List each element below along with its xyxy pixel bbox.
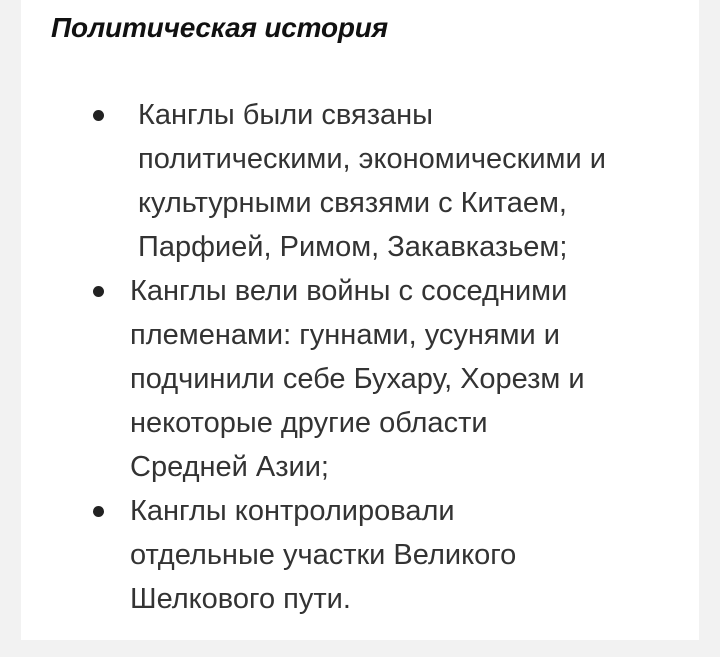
section-heading: Политическая история — [51, 12, 388, 43]
list-item-text: Канглы контролировали отдельные участки Великого Шелкового пути. — [130, 495, 517, 615]
content-card — [21, 0, 699, 640]
bullet-dot-icon — [93, 286, 104, 297]
bullet-dot-icon — [93, 506, 104, 517]
list-item — [21, 269, 699, 489]
list-item-text: Канглы были связаны политическими, экономическими и культурными связями с Китаем, Парфией, Римом, Закавказьем; — [138, 99, 606, 263]
list-item-text: Канглы вели войны с соседними племенами: гуннами, усунями и подчинили себе Бухару, Хорезм и некоторые другие области Средней Азии; — [130, 275, 585, 483]
list-item — [21, 93, 699, 269]
bullet-dot-icon — [93, 110, 104, 121]
bullet-list — [21, 93, 699, 621]
list-item — [21, 489, 699, 621]
